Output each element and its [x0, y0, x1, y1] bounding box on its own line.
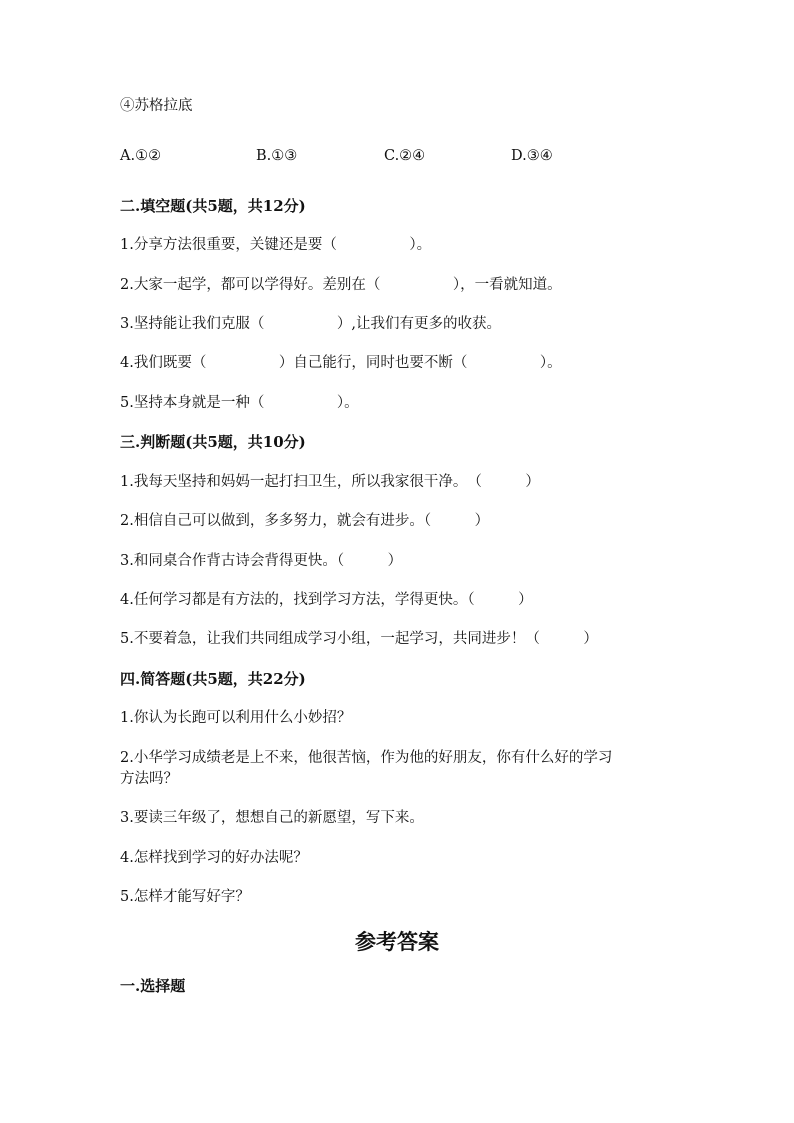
q1-option-item-4: ④苏格拉底	[120, 98, 193, 114]
judge-question-5: 5.不要着急，让我们共同组成学习小组，一起学习，共同进步！（ ）	[120, 631, 598, 647]
q1-choice-d: D.③④	[511, 148, 553, 164]
judge-question-3: 3.和同桌合作背古诗会背得更快。（ ）	[120, 553, 403, 569]
fill-question-2: 2.大家一起学，都可以学得好。差别在（ ），一看就知道。	[120, 277, 562, 293]
q1-choice-a: A.①②	[120, 148, 162, 164]
judge-question-4: 4.任何学习都是有方法的，找到学习方法，学得更快。（ ）	[120, 592, 533, 608]
fill-question-5: 5.坚持本身就是一种（ ）。	[120, 395, 359, 411]
q1-choice-c: C.②④	[384, 148, 426, 164]
judge-question-2: 2.相信自己可以做到，多多努力，就会有进步。（ ）	[120, 513, 490, 529]
section-judge-title: 三.判断题(共5题，共10分)	[120, 433, 306, 451]
short-question-3: 3.要读三年级了，想想自己的新愿望，写下来。	[120, 810, 424, 826]
short-question-4: 4.怎样找到学习的好办法呢？	[120, 850, 308, 866]
q1-choice-b: B.①③	[256, 148, 298, 164]
answer-title: 参考答案	[355, 929, 439, 954]
short-question-2-cont: 方法吗？	[120, 771, 178, 787]
short-question-1: 1.你认为长跑可以利用什么小妙招？	[120, 710, 352, 726]
section-short-title: 四.简答题(共5题，共22分)	[120, 670, 306, 688]
answer-section-1: 一.选择题	[120, 977, 186, 995]
fill-question-4: 4.我们既要（ ）自己能行，同时也要不断（ ）。	[120, 355, 562, 371]
judge-question-1: 1.我每天坚持和妈妈一起打扫卫生，所以我家很干净。 （ ）	[120, 474, 540, 490]
short-question-2: 2.小华学习成绩老是上不来，他很苦恼，作为他的好朋友，你有什么好的学习	[120, 750, 613, 766]
fill-question-3: 3.坚持能让我们克服（ ）,让我们有更多的收获。	[120, 316, 501, 332]
section-fill-title: 二.填空题(共5题，共12分)	[120, 197, 306, 215]
fill-question-1: 1.分享方法很重要，关键还是要（ ）。	[120, 237, 432, 253]
short-question-5: 5.怎样才能写好字？	[120, 889, 250, 905]
